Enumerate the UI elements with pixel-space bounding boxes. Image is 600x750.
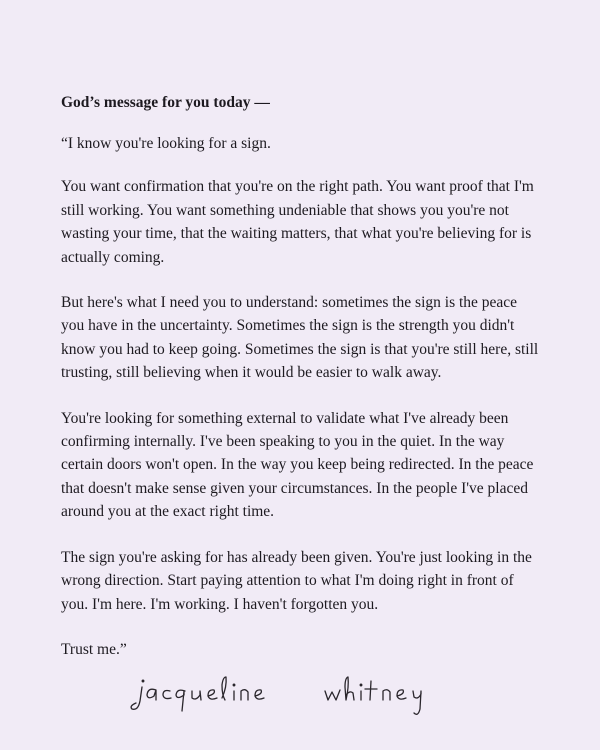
handwritten-signature bbox=[130, 665, 480, 725]
paragraph-confirmation: You want confirmation that you're on the right path. You want proof that I'm still working. You want something undeniable that shows you you're not wasting your time, that the waiting matters, that what you're believing for is actually coming. bbox=[61, 178, 534, 266]
paragraph-closing: Trust me.” bbox=[61, 640, 127, 658]
message-heading: God’s message for you today — bbox=[61, 94, 270, 111]
paragraph-understand: But here's what I need you to understand: sometimes the sign is the peace you have in the uncertainty. Sometimes the sign is the strength you didn't know you had to keep going. Sometimes the sign is that you're still here, still trusting, still believing when it would be easier to walk away. bbox=[61, 294, 539, 382]
message-body bbox=[61, 92, 541, 683]
paragraph-external: You're looking for something external to validate what I've already been confirming internally. I've been speaking to you in the quiet. In the way certain doors won't open. In the way you keep being redirected. In the peace that doesn't make sense given your circumstances. In the people I've placed around you at the exact right time. bbox=[61, 409, 534, 521]
signature-icon bbox=[130, 665, 480, 725]
paragraph-opening: “I know you're looking for a sign. bbox=[61, 135, 271, 152]
paragraph-sign-given: The sign you're asking for has already been given. You're just looking in the wrong direction. Start paying attention to what I'm doing right in front of you. I'm here. I'm working. I haven't forgotten you. bbox=[61, 548, 532, 613]
